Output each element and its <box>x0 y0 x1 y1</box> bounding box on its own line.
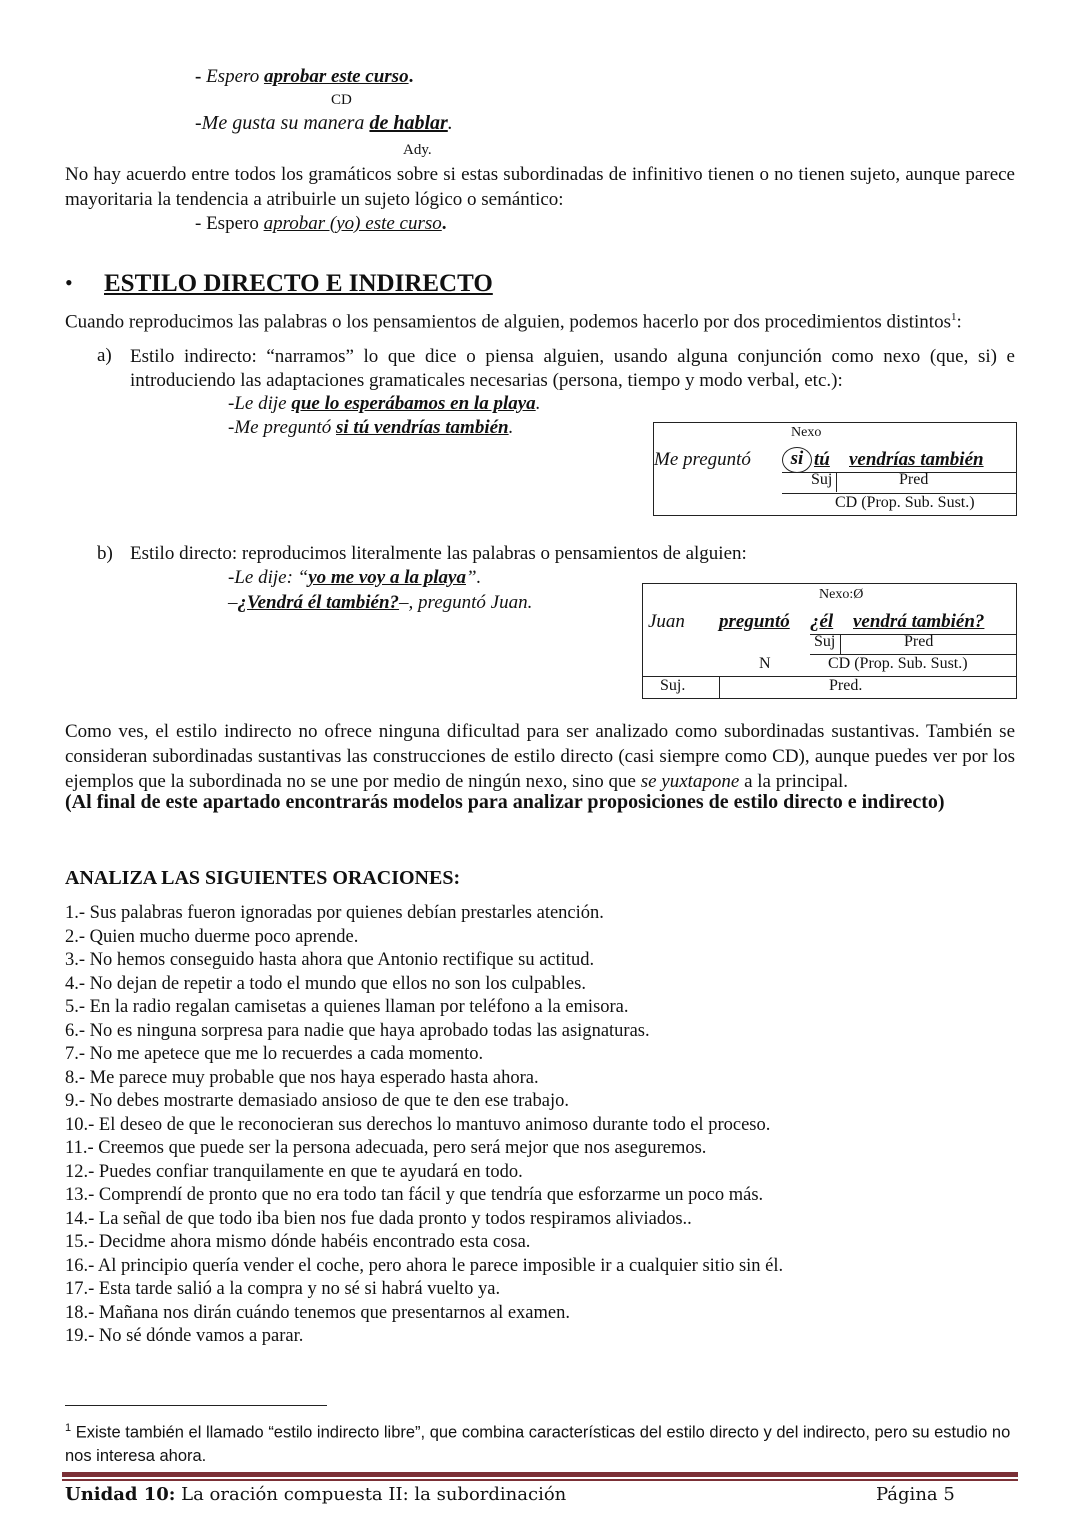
footer-rule-thick <box>62 1472 1018 1477</box>
list-item: 5.- En la radio regalan camisetas a quienes llaman por teléfono a la emisora. <box>65 997 629 1017</box>
list-item: 12.- Puedes confiar tranquilamente en que te ayudará en todo. <box>65 1161 523 1182</box>
diagram-a-pred-text: vendrías también <box>849 449 984 470</box>
example-espero: - Espero aprobar este curso. <box>195 66 414 87</box>
analysis-note: (Al final de este apartado encontrarás modelos para analizar proposiciones de estilo directo e indirecto) <box>65 791 945 813</box>
diagram-a-nexo: Nexo <box>791 425 822 440</box>
item-a-letter: a) <box>97 345 112 366</box>
diagram-direct <box>642 583 1017 699</box>
diagram-a-divider <box>836 472 837 492</box>
list-item: 3.- No hemos conseguido hasta ahora que Antonio rectifique su actitud. <box>65 950 595 970</box>
diagram-b-pregunto: preguntó <box>719 611 790 632</box>
diagram-a-si-circle: si <box>782 447 812 473</box>
list-item: 15.- Decidme ahora mismo dónde habéis encontrado esta cosa. <box>65 1232 531 1252</box>
footnote-ref[interactable]: 1 <box>950 311 957 323</box>
item-b-text: Estilo directo: reproducimos literalmente las palabras o pensamientos de alguien: <box>130 543 747 564</box>
diagram-b-suj: Suj. <box>660 677 686 694</box>
footer-unit: Unidad 10: La oración compuesta II: la subordinación <box>65 1484 567 1505</box>
diagram-a-tu: tú <box>814 449 830 470</box>
diagram-b-juan: Juan <box>648 611 685 632</box>
example-le-dije-indirect: -Le dije que lo esperábamos en la playa. <box>228 393 541 414</box>
diagram-b-divider-2 <box>719 676 720 698</box>
diagram-b-nexo: Nexo:Ø <box>819 587 864 602</box>
diagram-b-el: ¿él <box>810 611 834 632</box>
list-item: 8.- Me parece muy probable que nos haya esperado hasta ahora. <box>65 1067 539 1088</box>
page-number: Página 5 <box>876 1484 955 1505</box>
list-item: 1.- Sus palabras fueron ignoradas por quienes debían prestarles atención. <box>65 903 604 923</box>
item-a-text: Estilo indirecto: “narramos” lo que dice o piensa alguien, usando alguna conjunción como nexo (que, si) e introduciendo las adaptaciones gramaticales necesarias (persona, tiempo y modo verbal, etc.): <box>130 346 1015 391</box>
list-item: 2.- Quien mucho duerme poco aprende. <box>65 926 359 947</box>
list-item: 13.- Comprendí de pronto que no era todo tan fácil y que tendría que esforzarme un poco más. <box>65 1185 764 1205</box>
section-bullet: • <box>65 270 73 295</box>
conclusion-paragraph: Como ves, el estilo indirecto no ofrece ninguna dificultad para ser analizado como subordinadas sustantivas. También se consideran subordinadas sustantivas las construcciones de estilo directo (casi siempre como CD), aunque puedes ver por los ejemplos que la subordinada no se une por medio de ningún nexo, sino que se yuxtapone a la principal. <box>65 721 1015 792</box>
diagram-b-pred: Pred. <box>829 677 863 694</box>
item-b-letter: b) <box>97 543 113 564</box>
intro-paragraph: No hay acuerdo entre todos los gramáticos sobre si estas subordinadas de infinitivo tienen o no tienen sujeto, aunque parece mayoritaria la tendencia a atribuirle un sujeto lógico o semántico: <box>65 164 1015 210</box>
example-vendra-el: –¿Vendrá él también?–, preguntó Juan. <box>228 592 533 613</box>
diagram-a-pred: Pred <box>899 471 929 488</box>
list-item: 6.- No es ninguna sorpresa para nadie que haya aprobado todas las asignaturas. <box>65 1020 650 1041</box>
list-item: 18.- Mañana nos dirán cuándo tenemos que presentarnos al examen. <box>65 1302 570 1323</box>
example-me-pregunto: -Me preguntó si tú vendrías también. <box>228 417 514 438</box>
diagram-b-suj-inner: Suj <box>814 633 836 650</box>
footnote: $^1$ Existe también el llamado “estilo indirecto libre”, que combina características del estilo directo y del indirecto, pero su estudio no nos interesa ahora. <box>65 1422 1011 1465</box>
diagram-b-cd: CD (Prop. Sub. Sust.) <box>828 655 968 672</box>
footnote-separator <box>65 1405 327 1406</box>
example-me-gusta: -Me gusta su manera de hablar. <box>195 112 453 134</box>
diagram-a-cd: CD (Prop. Sub. Sust.) <box>835 494 975 511</box>
example-espero-yo: - Espero aprobar (yo) este curso. <box>195 213 447 234</box>
example-le-dije-direct: -Le dije: “yo me voy a la playa”. <box>228 567 482 588</box>
list-item: 9.- No debes mostrarte demasiado ansioso de que te den ese trabajo. <box>65 1091 569 1111</box>
footnote-mark: 1 <box>65 1422 72 1434</box>
diagram-a-main: Me preguntó <box>654 449 751 470</box>
footer-rule-thin <box>62 1479 1018 1481</box>
list-item: 4.- No dejan de repetir a todo el mundo que ellos no son los culpables. <box>65 973 586 994</box>
list-item: 16.- Al principio quería vender el coche, pero ahora le parece imposible ir a cualquier sitio sin él. <box>65 1255 784 1276</box>
list-item: 7.- No me apetece que me lo recuerdes a cada momento. <box>65 1044 484 1064</box>
exercise-list <box>65 902 783 1349</box>
diagram-a-suj: Suj <box>811 471 833 488</box>
list-item: 10.- El deseo de que le reconocieran sus derechos lo mantuvo animoso durante todo el proceso. <box>65 1114 771 1135</box>
label-cd: CD <box>331 92 352 108</box>
list-item: 19.- No sé dónde vamos a parar. <box>65 1326 304 1346</box>
diagram-indirect <box>653 422 1017 516</box>
section-intro: Cuando reproducimos las palabras o los pensamientos de alguien, podemos hacerlo por dos procedimientos distintos$^1$: <box>65 311 962 333</box>
diagram-b-n: N <box>759 655 771 672</box>
list-item: 11.- Creemos que puede ser la persona adecuada, pero será mejor que nos aseguremos. <box>65 1138 707 1158</box>
diagram-b-pred-inner: Pred <box>904 633 934 650</box>
list-item: 17.- Esta tarde salió a la compra y no sé si habrá vuelto ya. <box>65 1279 501 1299</box>
section-title: ESTILO DIRECTO E INDIRECTO <box>104 270 493 297</box>
list-item: 14.- La señal de que todo iba bien nos fue dada pronto y todos respiramos aliviados.. <box>65 1208 692 1229</box>
diagram-b-divider <box>840 634 841 654</box>
label-ady: Ady. <box>403 142 432 158</box>
diagram-b-pred-text: vendrá también? <box>853 611 985 632</box>
exercise-heading: ANALIZA LAS SIGUIENTES ORACIONES: <box>65 867 461 889</box>
